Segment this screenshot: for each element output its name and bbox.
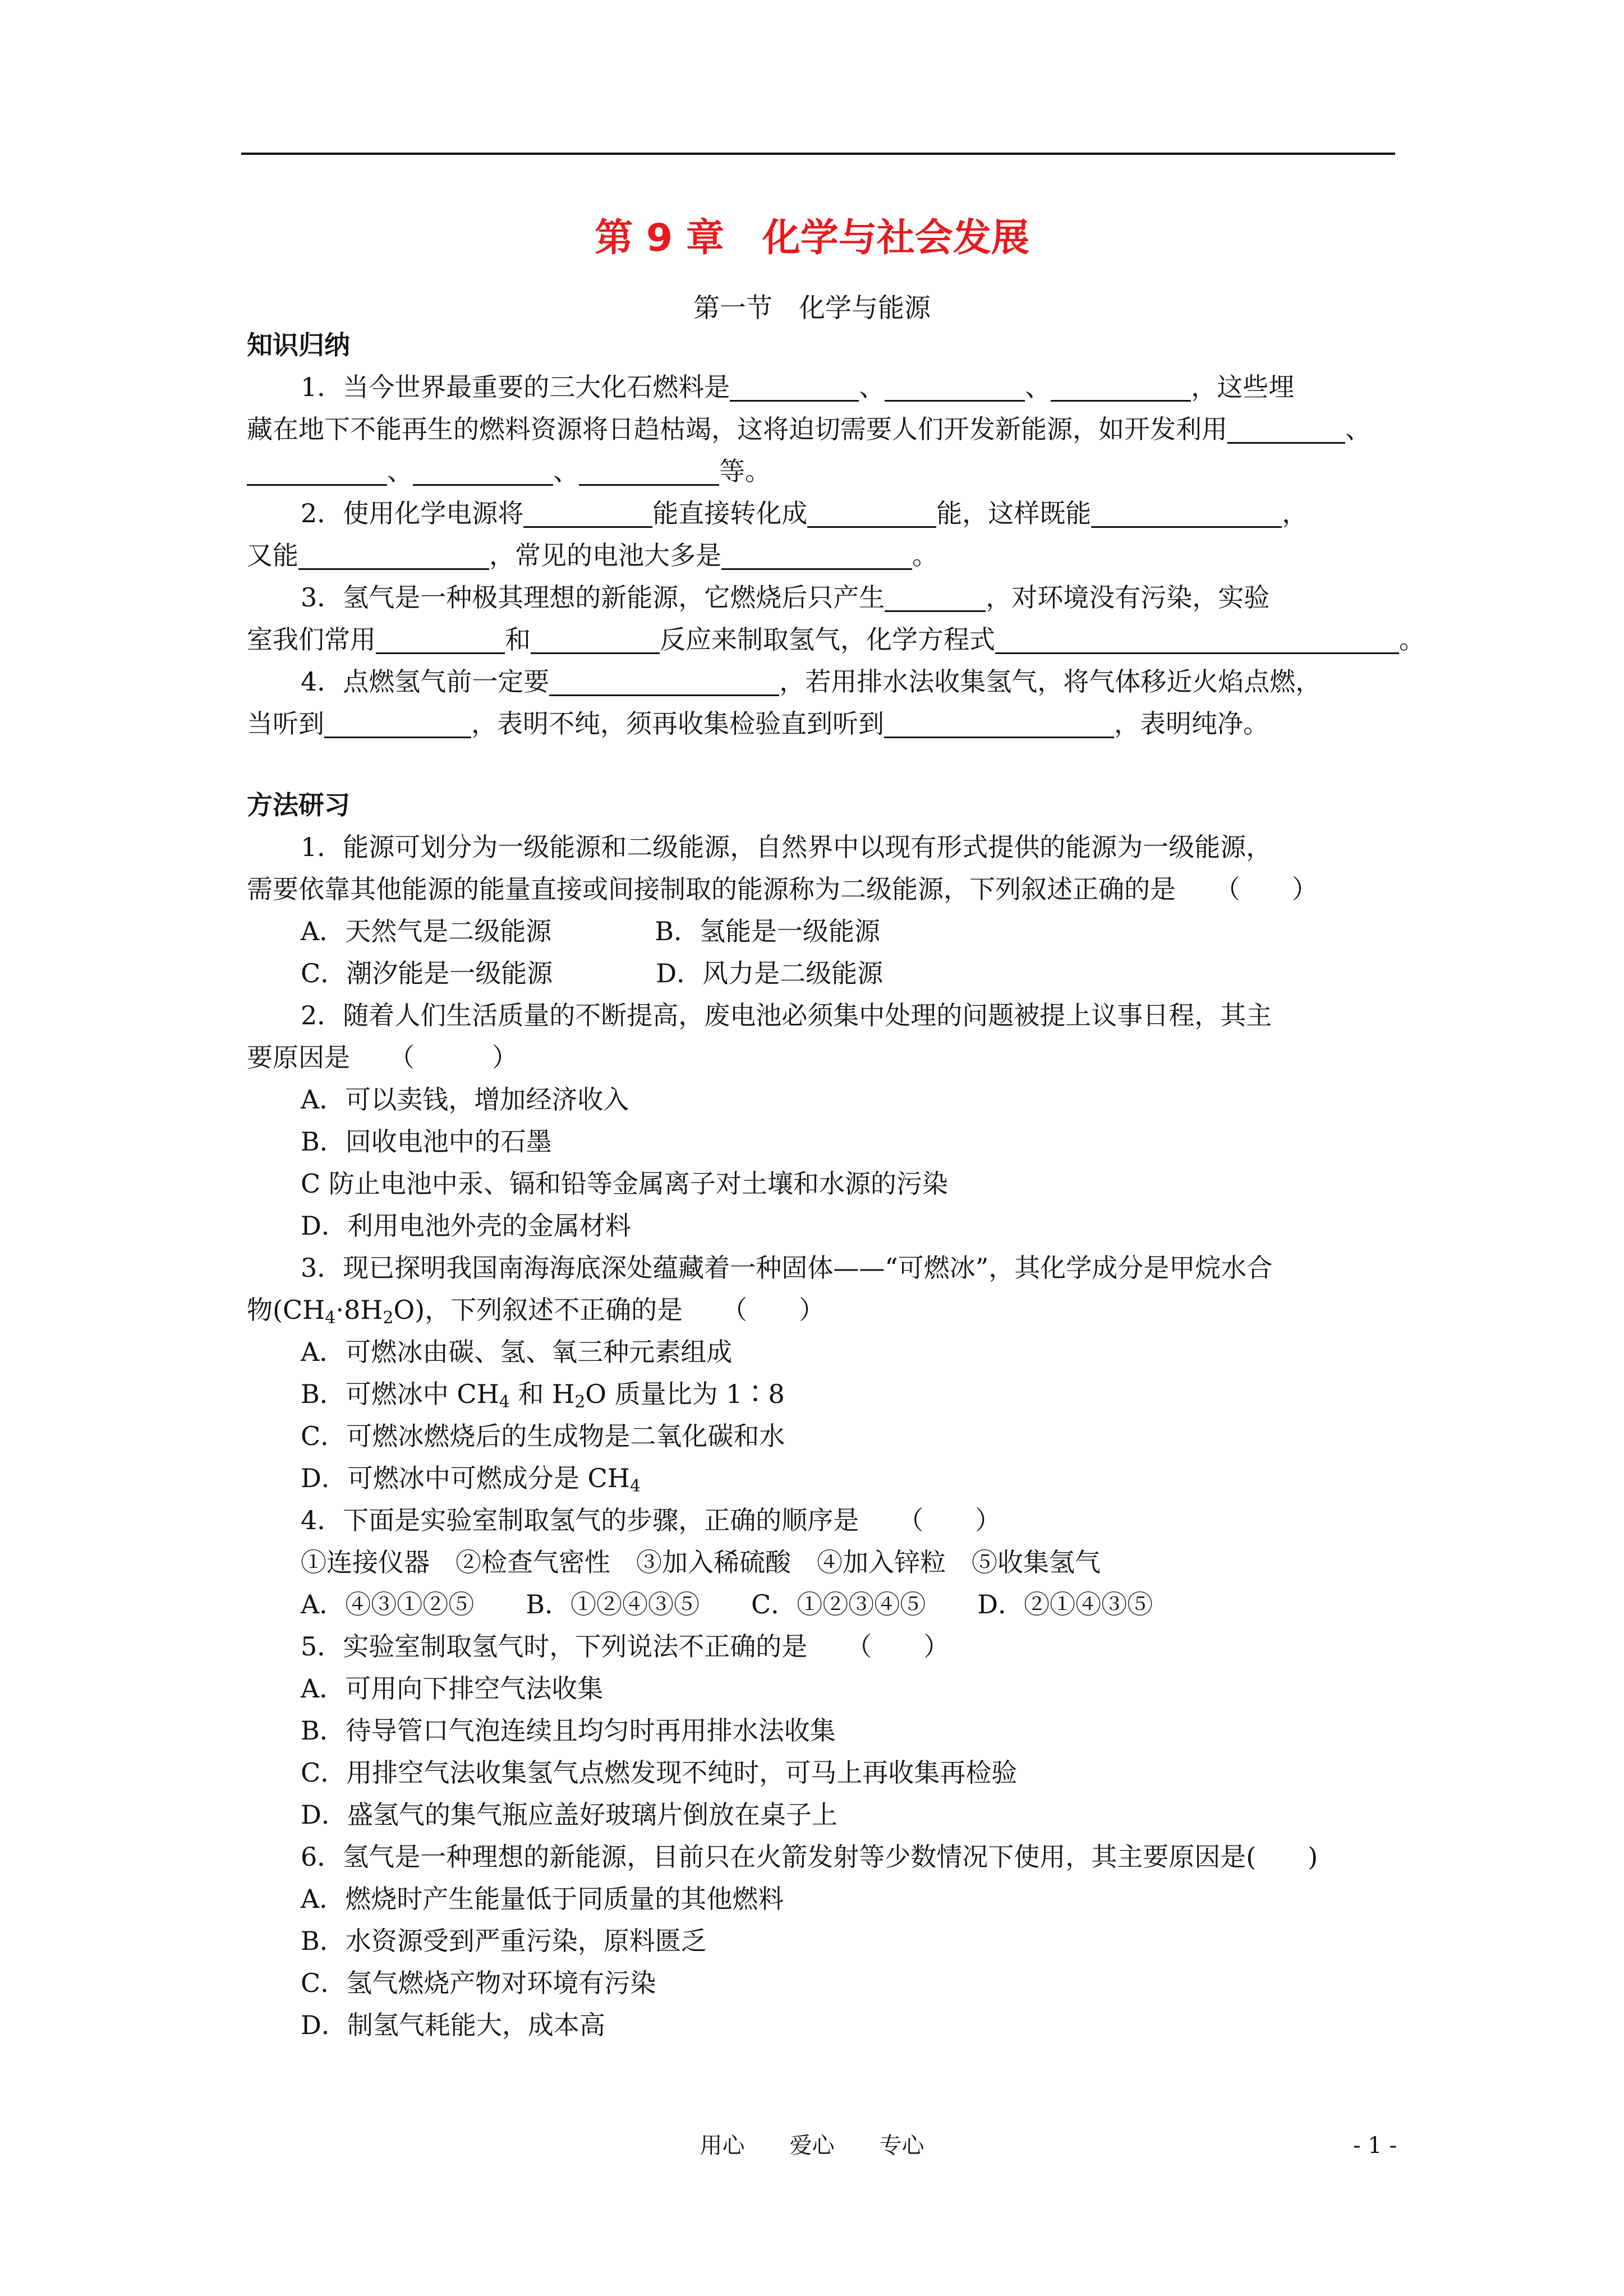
methods-q4-options: A．④③①②⑤ B．①②④③⑤ C．①②③④⑤ D．②①④③⑤	[301, 1589, 1153, 1619]
methods-q3-option-b	[301, 1374, 785, 1414]
answer-blank	[579, 456, 719, 486]
answer-blank	[721, 540, 912, 570]
subscript: 4	[325, 1308, 336, 1328]
knowledge-q1-line3	[247, 452, 771, 491]
text: B．可燃冰中 CH	[301, 1379, 499, 1409]
answer-blank	[730, 372, 859, 402]
text: 。	[912, 540, 938, 570]
methods-q3-option-d	[301, 1458, 641, 1498]
methods-q5-option-d: D．盛氢气的集气瓶应盖好玻璃片倒放在桌子上	[301, 1800, 838, 1830]
answer-blank	[549, 666, 779, 696]
text: 能，这样既能	[936, 498, 1092, 528]
methods-q2-option-a: A．可以卖钱，增加经济收入	[301, 1084, 629, 1115]
text: 、	[387, 456, 413, 486]
answer-blank	[531, 624, 660, 654]
methods-q3-option-a: A．可燃冰由碳、氢、氧三种元素组成	[301, 1337, 733, 1367]
knowledge-q3-line2	[247, 620, 1425, 659]
knowledge-q2-line1	[301, 494, 1308, 533]
header-rule	[241, 153, 1395, 155]
knowledge-q2-line2	[247, 536, 938, 575]
methods-q2-cont: 要原因是 （ ）	[247, 1042, 518, 1073]
answer-blank	[1227, 414, 1345, 444]
methods-q6-option-d: D．制氢气耗能大，成本高	[301, 2010, 605, 2040]
methods-q5-option-c: C．用排空气法收集氢气点燃发现不纯时，可马上再收集再检验	[301, 1757, 1018, 1788]
answer-blank	[884, 708, 1114, 738]
subscript: 2	[383, 1308, 394, 1328]
methods-q1-cont: 需要依靠其他能源的能量直接或间接制取的能源称为二级能源，下列叙述正确的是 （ ）	[247, 874, 1318, 904]
subscript: 4	[499, 1392, 510, 1412]
text: ，表明不纯，须再收集检验直到听到	[471, 708, 884, 739]
methods-q1: 1．能源可划分为一级能源和二级能源，自然界中以现有形式提供的能源为一级能源，	[301, 832, 1272, 862]
methods-q3-option-c: C．可燃冰燃烧后的生成物是二氧化碳和水	[301, 1421, 785, 1451]
text: 和 H	[509, 1379, 575, 1409]
text: ，若用排水法收集氢气，将气体移近火焰点燃，	[779, 666, 1322, 697]
methods-q3: 3．现已探明我国南海海底深处蕴藏着一种固体——“可燃冰”，其化学成分是甲烷水合	[301, 1253, 1273, 1283]
answer-blank	[523, 498, 652, 528]
knowledge-q4-line2	[247, 704, 1269, 743]
page-number: - 1 -	[1353, 2133, 1397, 2159]
answer-blank	[324, 708, 471, 738]
text: 当听到	[247, 708, 324, 739]
footer-motto: 用心 爱心 专心	[700, 2133, 924, 2159]
methods-q2-option-c: C 防止电池中汞、镉和铅等金属离子对土壤和水源的污染	[301, 1168, 948, 1199]
methods-q6-option-b: B．水资源受到严重污染，原料匮乏	[301, 1926, 707, 1956]
answer-blank	[807, 498, 936, 528]
text: 能直接转化成	[652, 498, 808, 528]
text: 等。	[719, 456, 771, 486]
text: 藏在地下不能再生的燃料资源将日趋枯竭，这将迫切需要人们开发新能源，如开发利用	[247, 414, 1227, 444]
text: 、	[553, 456, 579, 486]
answer-blank	[885, 582, 986, 612]
text: ，这些埋	[1191, 372, 1295, 402]
text: O)，下列叙述不正确的是 （ ）	[393, 1295, 825, 1325]
text: 、	[1025, 372, 1051, 402]
methods-q6-option-a: A．燃烧时产生能量低于同质量的其他燃料	[301, 1884, 784, 1914]
answer-blank	[1091, 498, 1282, 528]
methods-q1-options-ab: A．天然气是二级能源 B．氢能是一级能源	[301, 916, 881, 946]
text: 2．使用化学电源将	[301, 498, 524, 528]
text: ，常见的电池大多是	[489, 540, 721, 570]
chapter-title: 第 9 章 化学与社会发展	[595, 216, 1029, 260]
knowledge-q4-line1	[301, 662, 1321, 701]
answer-blank	[885, 372, 1025, 402]
methods-q1-options-cd: C．潮汐能是一级能源 D．风力是二级能源	[301, 958, 884, 988]
knowledge-q1-line1	[301, 367, 1294, 407]
subscript: 2	[574, 1392, 586, 1412]
answer-blank	[298, 540, 489, 570]
text: 3．氢气是一种极其理想的新能源，它燃烧后只产生	[301, 582, 885, 613]
methods-q4: 4．下面是实验室制取氢气的步骤，正确的顺序是 （ ）	[301, 1505, 1001, 1535]
answer-blank	[1051, 372, 1191, 402]
text: ，	[1282, 498, 1308, 528]
text: 和	[505, 624, 531, 655]
text: 、	[859, 372, 885, 402]
text: ，对环境没有污染，实验	[986, 582, 1270, 613]
methods-q2-option-b: B．回收电池中的石墨	[301, 1126, 552, 1157]
subscript: 4	[629, 1476, 641, 1496]
text: D．可燃冰中可燃成分是 CH	[301, 1463, 630, 1493]
text: 物(CH	[247, 1295, 325, 1325]
knowledge-q1-line2	[247, 409, 1371, 449]
text: O 质量比为 1∶8	[585, 1379, 785, 1409]
text: 4．点燃氢气前一定要	[301, 666, 550, 697]
text: ，表明纯净。	[1114, 708, 1269, 739]
text: 反应来制取氢气，化学方程式	[660, 624, 995, 655]
answer-blank	[413, 456, 553, 486]
answer-blank	[376, 624, 505, 654]
methods-q2-option-d: D．利用电池外壳的金属材料	[301, 1211, 631, 1241]
methods-q6-option-c: C．氢气燃烧产物对环境有污染	[301, 1968, 656, 1998]
methods-heading: 方法研习	[247, 790, 350, 820]
answer-blank	[247, 456, 387, 486]
text: 、	[1345, 414, 1371, 444]
text: ·8H	[335, 1295, 383, 1325]
text: 1．当今世界最重要的三大化石燃料是	[301, 372, 730, 402]
methods-q6: 6．氢气是一种理想的新能源，目前只在火箭发射等少数情况下使用，其主要原因是( )	[301, 1842, 1318, 1872]
knowledge-q3-line1	[301, 578, 1269, 617]
methods-q5-option-b: B．待导管口气泡连续且均匀时再用排水法收集	[301, 1715, 836, 1746]
methods-q4-steps: ①连接仪器 ②检查气密性 ③加入稀硫酸 ④加入锌粒 ⑤收集氢气	[301, 1547, 1101, 1577]
section-title: 第一节 化学与能源	[693, 293, 931, 324]
knowledge-heading: 知识归纳	[247, 330, 350, 360]
methods-q3-cont	[247, 1290, 825, 1329]
methods-q5-option-a: A．可用向下排空气法收集	[301, 1673, 604, 1704]
answer-blank	[995, 624, 1399, 654]
text: 室我们常用	[247, 624, 376, 655]
text: 。	[1399, 624, 1425, 655]
methods-q5: 5．实验室制取氢气时，下列说法不正确的是 （ ）	[301, 1631, 950, 1662]
methods-q2: 2．随着人们生活质量的不断提高，废电池必须集中处理的问题被提上议事日程，其主	[301, 1000, 1272, 1030]
text: 又能	[247, 540, 298, 570]
